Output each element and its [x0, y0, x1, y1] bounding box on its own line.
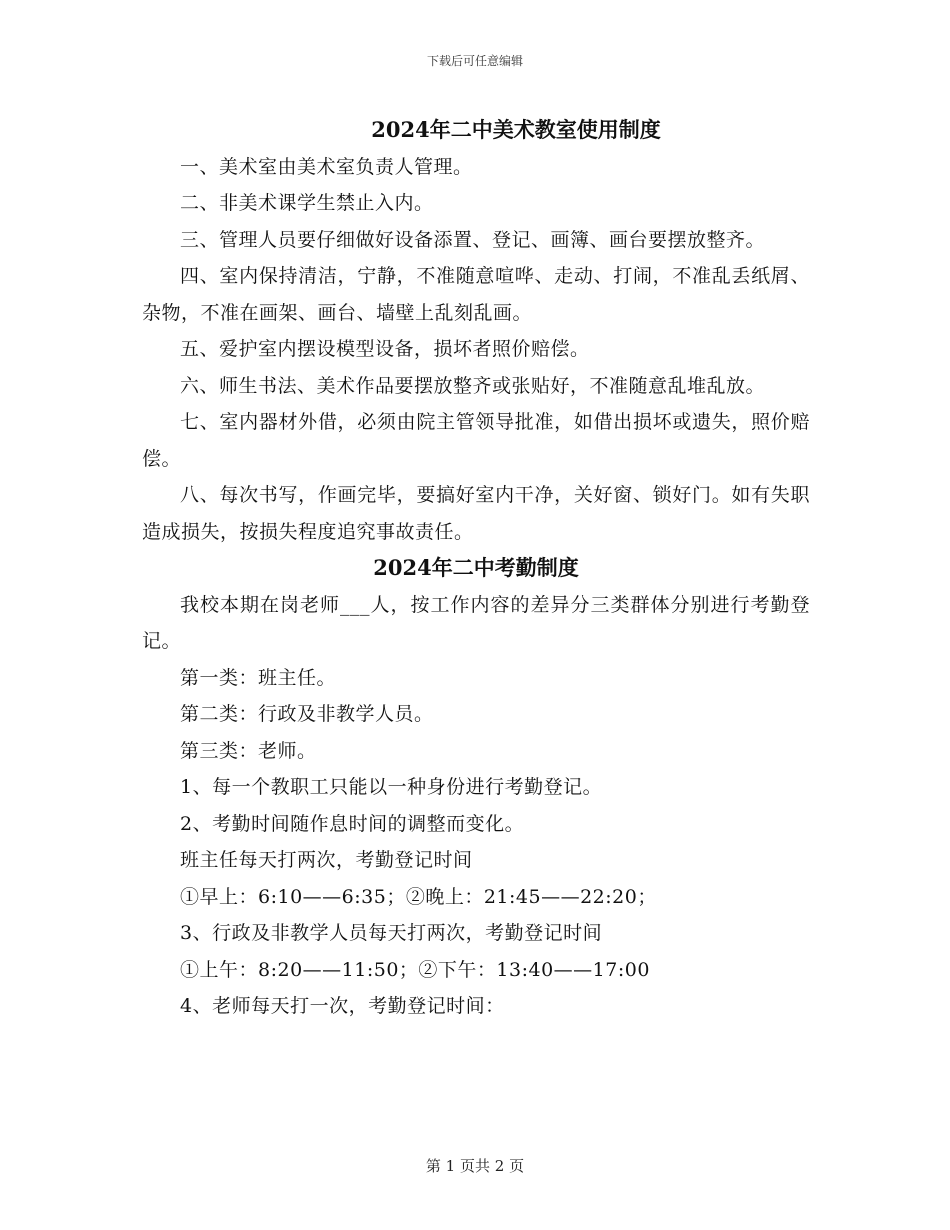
section1-title: 2024年二中美术教室使用制度	[371, 117, 661, 142]
section1-paragraph-1: 一、美术室由美术室负责人管理。	[180, 155, 473, 178]
section2-paragraph-5: 1、每一个教职工只能以一种身份进行考勤登记。	[180, 776, 603, 798]
section1-paragraph-5: 五、爱护室内摆设模型设备，损坏者照价赔偿。	[180, 338, 590, 360]
section2-paragraph-9: 3、行政及非教学人员每天打两次，考勤登记时间	[180, 922, 603, 944]
section2-paragraph-4: 第三类：老师。	[180, 739, 317, 762]
page-header: 下载后可任意编辑	[426, 54, 523, 68]
section1-paragraph-3: 三、管理人员要仔细做好设备添置、登记、画簿、画台要摆放整齐。	[180, 228, 766, 251]
section1-paragraph-8: 八、每次书写，作画完毕，要搞好室内干净，关好窗、锁好门。如有失职造成损失，按损失程度追究事故责任。	[142, 484, 810, 543]
section2-paragraph-1: 我校本期在岗老师___人，按工作内容的差异分三类群体分别进行考勤登记。	[142, 593, 810, 652]
section2-title: 2024年二中考勤制度	[373, 555, 579, 580]
section1-paragraph-4: 四、室内保持清洁，宁静，不准随意喧哗、走动、打闹，不准乱丢纸屑、杂物，不准在画架、画台、墙壁上乱刻乱画。	[142, 265, 810, 324]
section2-paragraph-2: 第一类：班主任。	[180, 666, 337, 689]
section2-paragraph-8: ①早上：6:10——6:35；②晚上：21:45——22:20；	[180, 885, 657, 908]
section2-paragraph-3: 第二类：行政及非教学人员。	[180, 703, 434, 725]
section2-paragraph-11: 4、老师每天打一次，考勤登记时间：	[180, 995, 505, 1017]
section2-paragraph-6: 2、考勤时间随作息时间的调整而变化。	[180, 812, 525, 835]
section1-paragraph-7: 七、室内器材外借，必须由院主管领导批准，如借出损坏或遗失，照价赔偿。	[142, 411, 810, 470]
page-footer: 第 1 页共 2 页	[425, 1157, 525, 1175]
section1-paragraph-2: 二、非美术课学生禁止入内。	[180, 192, 434, 214]
section1-paragraph-6: 六、师生书法、美术作品要摆放整齐或张贴好，不准随意乱堆乱放。	[180, 374, 766, 397]
section2-paragraph-7: 班主任每天打两次，考勤登记时间	[180, 849, 473, 871]
document-body	[142, 112, 810, 1025]
section2-paragraph-10: ①上午：8:20——11:50；②下午：13:40——17:00	[180, 958, 650, 981]
